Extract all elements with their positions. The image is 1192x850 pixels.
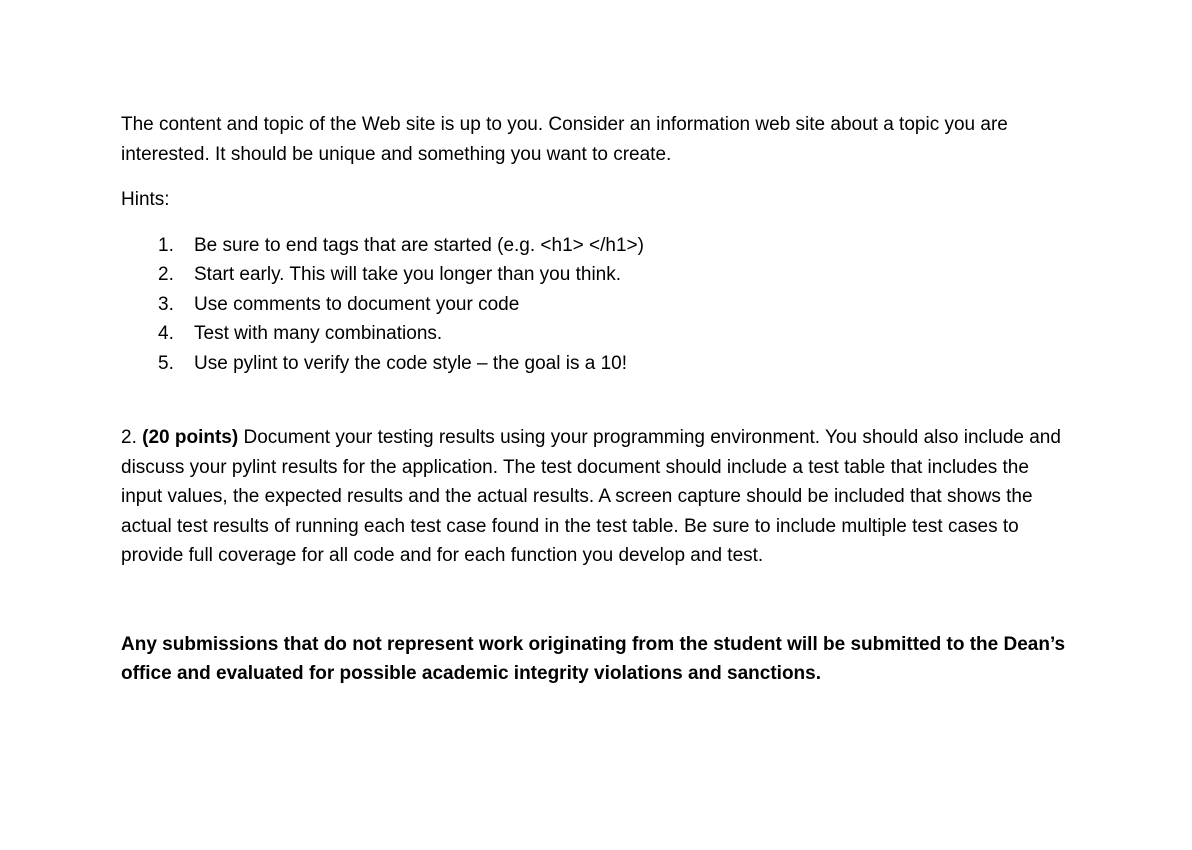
hint-item: [121, 231, 1071, 261]
question-2-paragraph: [121, 423, 1071, 571]
hint-text: Be sure to end tags that are started (e.g. <h1> </h1>): [194, 234, 644, 256]
hint-number: 2.: [158, 264, 174, 285]
hints-label: Hints:: [121, 189, 170, 210]
document-page: [121, 110, 1071, 689]
hint-item: [121, 319, 1071, 349]
hint-item: [121, 260, 1071, 290]
hint-number: 5.: [158, 352, 174, 374]
hint-text: Use comments to document your code: [194, 293, 520, 315]
question-number: 2.: [121, 427, 143, 448]
hint-number: 4.: [158, 323, 174, 344]
integrity-notice: Any submissions that do not represent work originating from the student will be submitted to the Dean’s office and evaluated for possible academic integrity violations and sanctions.: [121, 633, 1066, 684]
question-points: (20 points): [142, 427, 239, 448]
intro-paragraph: The content and topic of the Web site is up to you. Consider an information web site about a topic you are interested. It should be unique and something you want to create.: [121, 114, 1008, 165]
hint-text: Test with many combinations.: [194, 323, 443, 344]
hint-text: Start early. This will take you longer than you think.: [194, 264, 622, 285]
hint-item: [121, 290, 1071, 320]
hint-number: 3.: [158, 293, 174, 315]
hint-text: Use pylint to verify the code style – the goal is a 10!: [194, 352, 628, 374]
hints-list: [121, 231, 1071, 379]
question-text: Document your testing results using your programming environment. You should also include and discuss your pylint results for the application. The test document should include a test table that includes the input values, the expected results and the actual results. A screen capture should be included that shows the actual test results of running each test case found in the test table. Be sure to include multiple test cases to provide full coverage for all code and for each function you develop and test.: [121, 427, 1061, 566]
hint-number: 1.: [158, 234, 174, 256]
hint-item: [121, 349, 1071, 379]
